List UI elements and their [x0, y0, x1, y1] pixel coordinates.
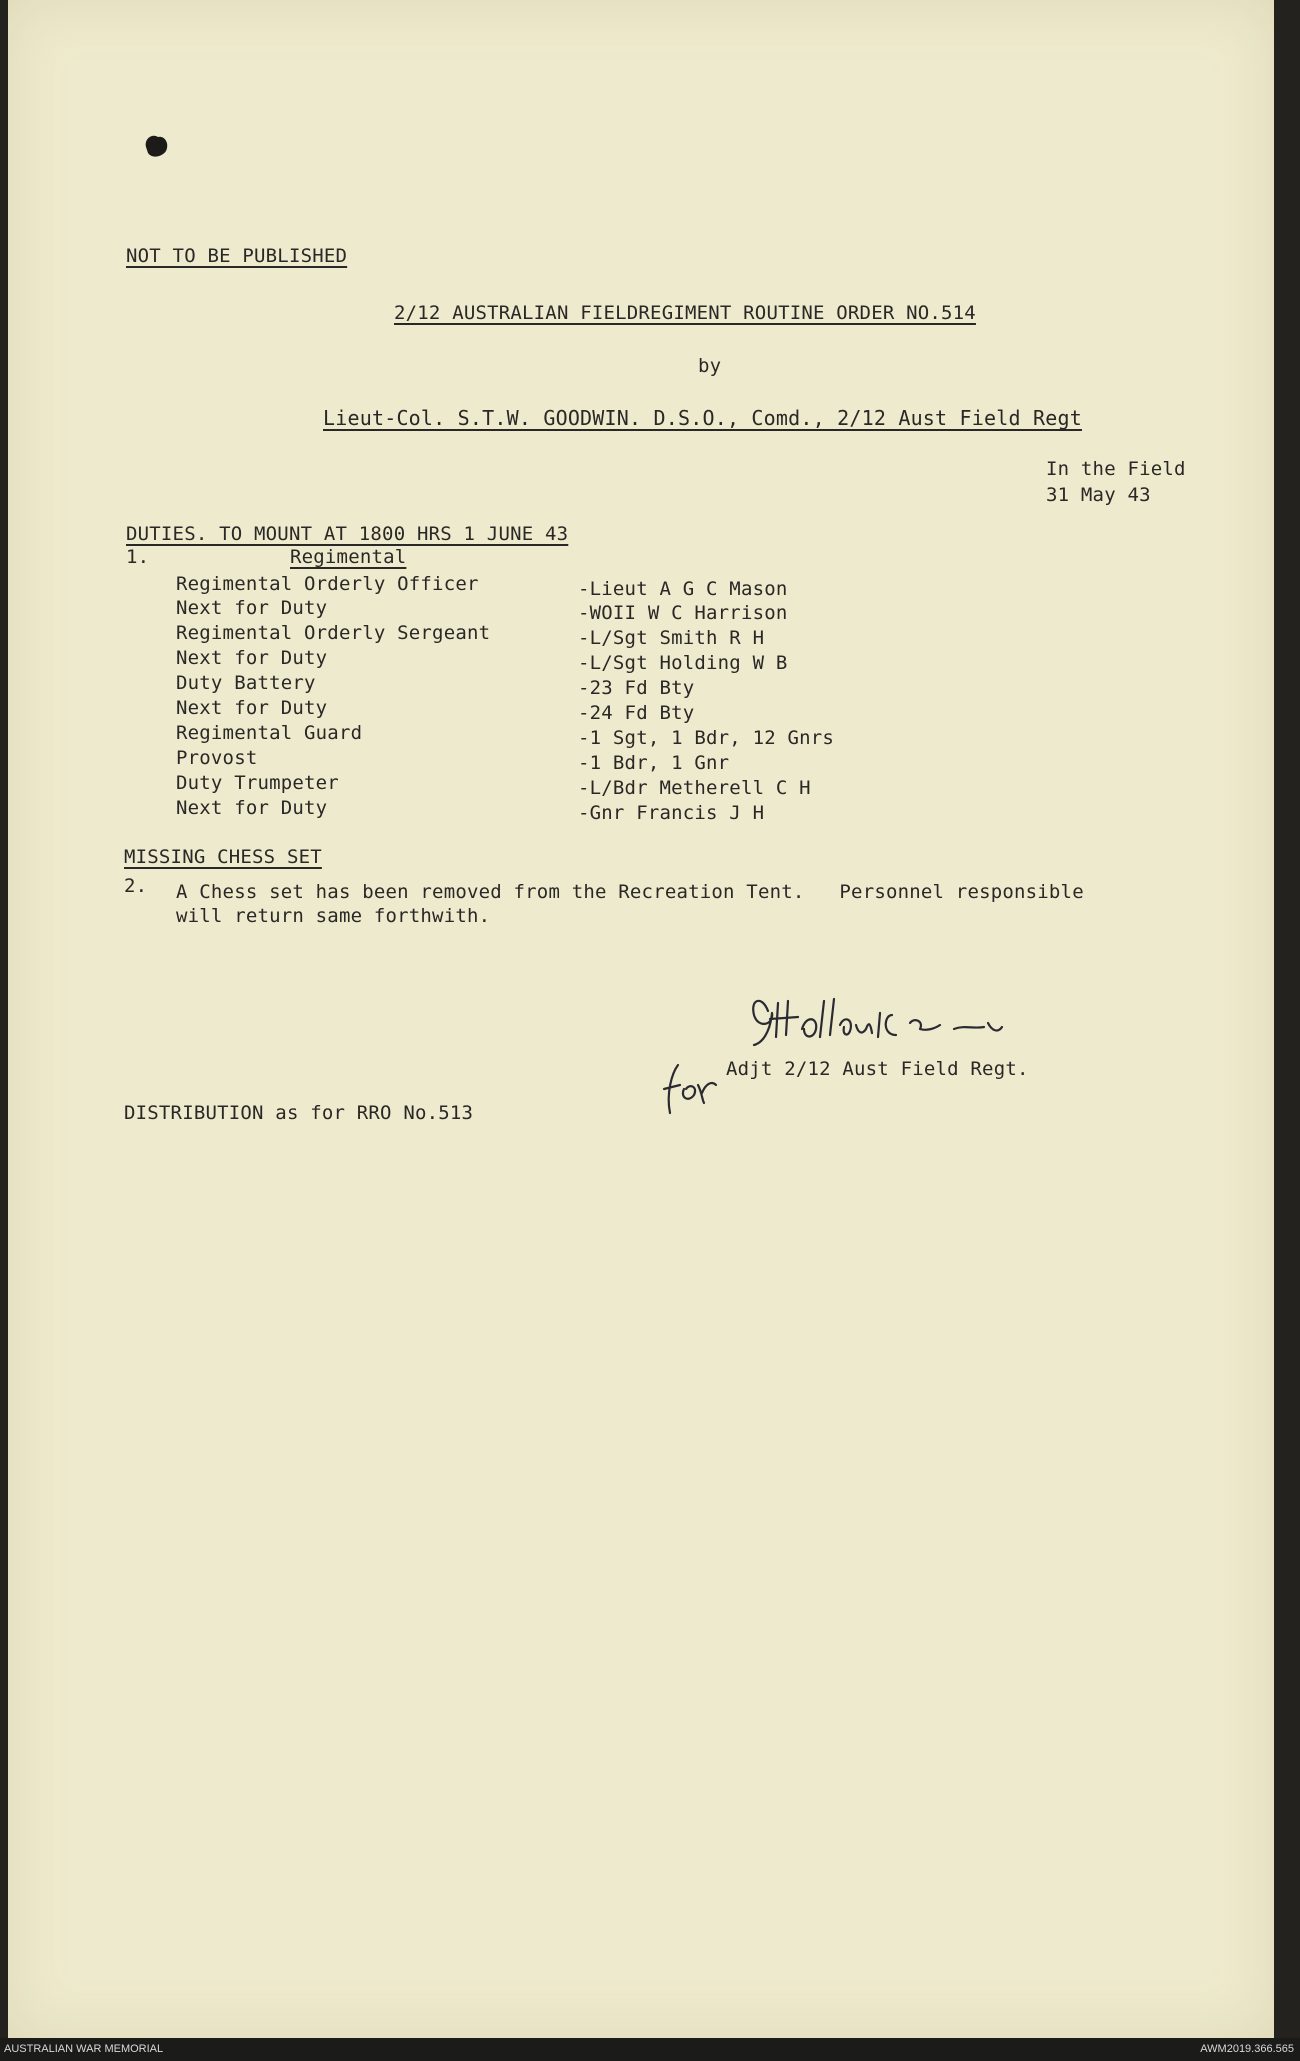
- duty-name: Duty Trumpeter: [176, 772, 339, 794]
- duty-assignee: -Lieut A G C Mason: [578, 578, 788, 600]
- duties-number: 1.: [126, 546, 150, 568]
- author-line: Lieut-Col. S.T.W. GOODWIN. D.S.O., Comd., 2/12 Aust Field Regt: [323, 406, 1082, 430]
- duty-assignee: -1 Bdr, 1 Gnr: [578, 752, 730, 774]
- missing-number: 2.: [124, 875, 148, 897]
- duty-assignee: -23 Fd Bty: [578, 677, 695, 699]
- duty-name: Next for Duty: [176, 647, 328, 669]
- duty-assignee: -24 Fd Bty: [578, 702, 695, 724]
- missing-heading: MISSING CHESS SET: [124, 846, 322, 868]
- duty-assignee: -L/Sgt Smith R H: [578, 627, 765, 649]
- duty-assignee: -L/Sgt Holding W B: [578, 652, 788, 674]
- document-page: [8, 0, 1274, 2038]
- duty-assignee: -WOII W C Harrison: [578, 602, 788, 624]
- duty-name: Duty Battery: [176, 672, 316, 694]
- missing-text-line-1: A Chess set has been removed from the Recreation Tent. Personnel responsible: [176, 881, 1084, 903]
- footer-accession-number: AWM2019.366.565: [1200, 2043, 1294, 2055]
- duty-name: Regimental Guard: [176, 722, 363, 744]
- duties-heading: DUTIES. TO MOUNT AT 1800 HRS 1 JUNE 43: [126, 523, 569, 545]
- punch-hole-mark: [142, 131, 172, 161]
- duty-name: Next for Duty: [176, 797, 328, 819]
- place-line: In the Field: [1046, 458, 1186, 480]
- document-title: 2/12 AUSTRALIAN FIELDREGIMENT ROUTINE ORDER NO.514: [394, 302, 976, 324]
- classification-label: NOT TO BE PUBLISHED: [126, 245, 348, 267]
- missing-text-line-2: will return same forthwith.: [176, 905, 491, 927]
- date-line: 31 May 43: [1046, 484, 1151, 506]
- duties-subheading: Regimental: [290, 546, 407, 568]
- duty-name: Next for Duty: [176, 597, 328, 619]
- signatory-title: Adjt 2/12 Aust Field Regt.: [726, 1058, 1029, 1080]
- duty-name: Regimental Orderly Officer: [176, 573, 479, 595]
- distribution-line: DISTRIBUTION as for RRO No.513: [124, 1102, 474, 1124]
- duty-assignee: -Gnr Francis J H: [578, 802, 765, 824]
- footer-institution: AUSTRALIAN WAR MEMORIAL: [4, 2043, 164, 2055]
- handwritten-signature: [658, 985, 1138, 1125]
- duty-name: Provost: [176, 747, 258, 769]
- duty-assignee: -L/Bdr Metherell C H: [578, 777, 811, 799]
- duty-name: Regimental Orderly Sergeant: [176, 622, 491, 644]
- archive-footer-bar: [0, 2038, 1300, 2061]
- by-line: by: [698, 355, 722, 377]
- duty-assignee: -1 Sgt, 1 Bdr, 12 Gnrs: [578, 727, 835, 749]
- duty-name: Next for Duty: [176, 697, 328, 719]
